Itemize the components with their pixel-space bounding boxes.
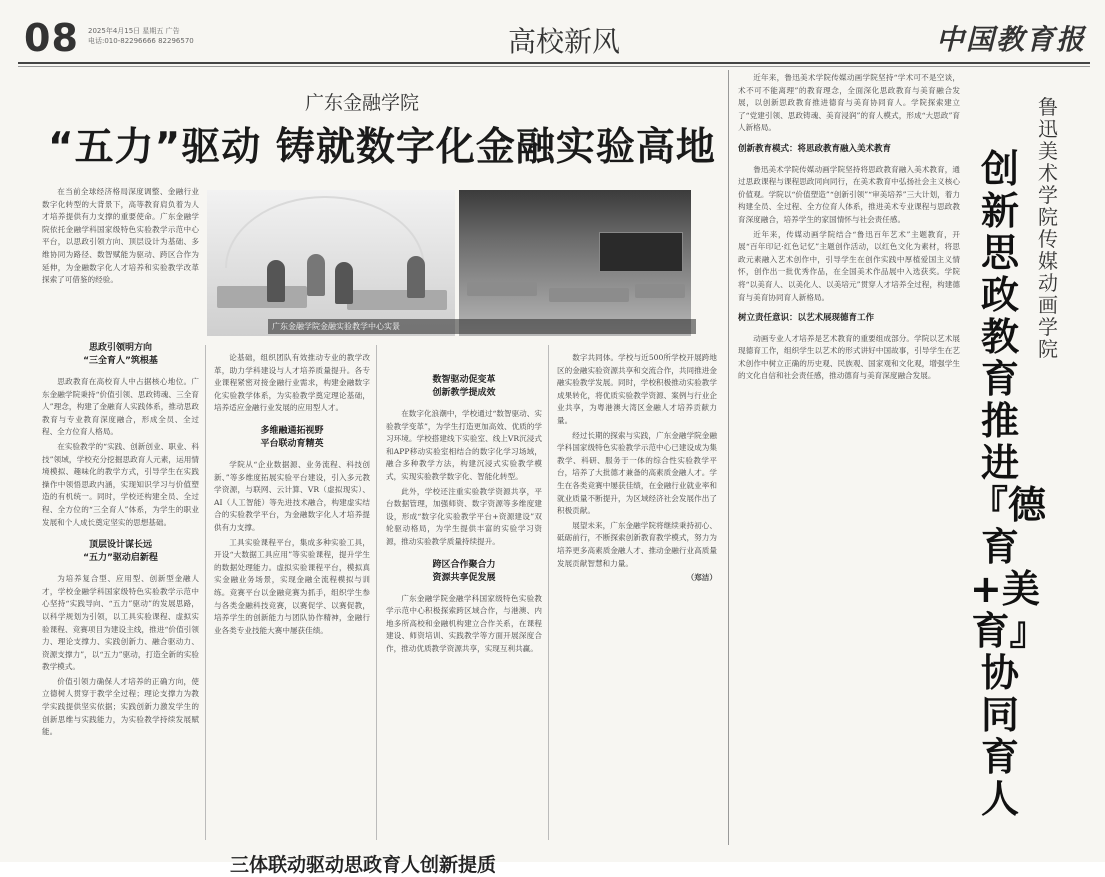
page-info xyxy=(88,26,194,46)
photo-caption: 广东金融学院金融实验教学中心实景 xyxy=(268,319,696,334)
subheading-line: 跨区合作聚合力 xyxy=(432,559,496,570)
subheading-line: 多维融通拓视野 xyxy=(260,425,324,436)
paragraph: 论基础，组织团队有效推动专业的教学改革，助力学科建设与人才培养质量提升。各专业课程紧密对接金融行业需求，构建金融数字化实验教学体系，为实验教学奠定理论基础，培养适应金融行业发展的应用型人才。 xyxy=(214,353,370,413)
subheading-line: 创新教学提成效 xyxy=(432,388,496,398)
subheading xyxy=(42,539,199,565)
subheading xyxy=(42,342,199,368)
subheading xyxy=(214,425,370,451)
article-headline: “五力”驱动 铸就数字化金融实验高地 xyxy=(48,125,716,170)
paragraph: 鲁迅美术学院传媒动画学院坚持将思政教育融入美术教育，通过思政课程与课程思政同向同行，在美术教育中弘扬社会主义核心价值观。学院以“价值塑造”“创新引领”“审美培养”三大计划，着力构建全员、全过程、全方位育人体系，推进美术专业课程与思政教育深度融合，培养学生的家国情怀与社会责任感。 xyxy=(738,164,960,224)
paragraph: 近年来，传媒动画学院结合“鲁迅百年艺术”主题教育，开展“百年印记·红色记忆”主题创作活动，以红色文化为素材，将思政元素融入艺术创作中，引导学生在创作实践中厚植爱国主义情怀，创作出一批优秀作品，在全国美术作品展中入选获奖。学院将“以美育人、以美化人、以美培元”贯穿人才培养全过程，构建德育与美育协同育人新格局。 xyxy=(738,229,960,302)
column-divider xyxy=(548,345,549,840)
paragraph: 动画专业人才培养是艺术教育的重要组成部分。学院以艺术展现德育工作，组织学生以艺术的形式讲好中国故事，引导学生在艺术创作中树立正确的历史观、民族观、国家观和文化观，增强学生的文化自信和社会责任感，推动德育与美育深度融合发展。 xyxy=(738,333,960,381)
article-kicker: 广东金融学院 xyxy=(305,92,420,114)
subheading: 树立责任意识：以艺术展现德育工作 xyxy=(738,313,875,324)
masthead-divider xyxy=(18,66,1090,67)
subheading xyxy=(386,559,542,585)
paragraph: 在当前全球经济格局深度调整、金融行业数字化转型的大背景下，高等教育肩负着为人才培养提供有力支撑的重要使命。广东金融学院依托金融学科国家级特色实验教学示范中心平台，以思政引领方向、顶层设计为基础、多维协同为路径、数智赋能为驱动、跨区合作为延伸，为金融数字化人才培养和实验教学改革探索了可借鉴的经验。 xyxy=(42,187,199,285)
bottom-article-headline: 三体联动驱动思政育人创新提质 xyxy=(230,854,497,876)
article-column-4 xyxy=(557,352,717,842)
article-column-1 xyxy=(42,332,199,842)
subheading: 创新教育模式：将思政教育融入美术教育 xyxy=(738,143,892,154)
subheading-line: 思政引领明方向 xyxy=(88,343,152,353)
photo-person xyxy=(407,256,425,298)
photo-desk xyxy=(549,288,629,302)
page-info-date: 2025年4月15日 星期五 广告 xyxy=(88,27,180,35)
article-column-2 xyxy=(214,352,370,842)
newspaper-logo: 中国教育报 xyxy=(935,23,1086,56)
photo-right-panel xyxy=(459,190,691,336)
page-info-phone: 电话:010-82296666 82296570 xyxy=(88,37,194,45)
photo-ceiling-light xyxy=(225,196,425,268)
paragraph: 数字共同体。学校与近500所学校开展跨地区的金融实验资源共享和交流合作，共同推进金融实验教学发展。同时，学校积极推动实验教学成果转化，将优质实验教学资源、案例与行业企业共享，为粤港澳大湾区金融人才培养贡献力量。 xyxy=(557,353,717,425)
section-title: 高校新风 xyxy=(508,25,621,58)
paragraph: 经过长期的探索与实践，广东金融学院金融学科国家级特色实验教学示范中心已建设成为集教学、科研、服务于一体的综合性实验教学平台，培养了大批德才兼备的高素质金融人才。学生在各类竞赛中屡获佳绩，在金融行业就业率和就业质量不断提升，为区域经济社会发展作出了积极贡献。 xyxy=(557,430,717,516)
article-photo xyxy=(207,190,691,336)
article-byline: （郑洁） xyxy=(686,573,717,583)
paragraph: 展望未来，广东金融学院将继续秉持初心、砥砺前行，不断探索创新教育教学模式，努力为培养更多高素质金融人才、推动金融行业高质量发展贡献智慧和力量。 xyxy=(557,520,717,568)
article-column-intro xyxy=(42,186,199,286)
masthead xyxy=(18,8,1090,64)
paragraph: 近年来，鲁迅美术学院传媒动画学院坚持“学术可不是空谈，术不可不能离理”的教育理念，全面深化思政教育与美育融合发展，以创新思政教育推进德育与美育协同育人。学院探索建立了“党建引领、思政铸魂、美育浸润”的育人模式，形成“大思政”育人新格局。 xyxy=(738,73,960,133)
column-divider xyxy=(205,345,206,840)
article-column-3 xyxy=(386,352,542,842)
paragraph: 为培养复合型、应用型、创新型金融人才，学校金融学科国家级特色实验教学示范中心坚持“实践导向、“五力”驱动”的发展思路，以科学规划为引领，以工具实验课程、虚拟实验课程、竞赛项目为建设主线，推进“价值引领力、理论支撑力、实践创新力、融合驱动力、资源支撑力”，以“五力”驱动，打造全新的实验教学模式。 xyxy=(42,574,199,672)
subheading-line: 平台联动育精英 xyxy=(260,438,324,449)
right-article-headline: 创新思政教育 推进『德育+美育』协同育人 xyxy=(970,147,1047,821)
column-divider xyxy=(376,345,377,840)
photo-desk xyxy=(217,286,307,308)
subheading-line: 数智驱动促变革 xyxy=(432,375,496,385)
paragraph: 思政教育在高校育人中占据核心地位。广东金融学院秉持“价值引领、思政铸魂、三全育人”理念，构建了金融育人实践体系，推动思政教育与专业教育深度融合，形成全员、全过程、全方位育人格局。 xyxy=(42,377,199,437)
paragraph: 价值引领力确保人才培养的正确方向，使立德树人贯穿于教学全过程；理论支撑力为教学实践提供坚实依据；实践创新力激发学生的创新思维与实践能力，为实验教学持续发展赋能。 xyxy=(42,676,199,737)
photo-desk xyxy=(467,282,537,296)
subheading xyxy=(386,374,542,400)
paragraph: 在实验教学的“实践、创新创业、职业、科技”领域，学校充分挖掘思政育人元素，运用情境模拟、趣味化的教学方式，引导学生在实践操作中领悟思政内涵，实现知识学习与价值塑造的有机统一。同时，学校还构建全员、全过程、全方位的“三全育人”体系，为学生的职业发展和个人成长奠定坚实的思想基础。 xyxy=(42,441,199,527)
page-number: 08 xyxy=(24,16,79,60)
photo-person xyxy=(307,254,325,296)
subheading-line: 顶层设计谋长远 xyxy=(88,540,152,551)
paragraph: 工具实验课程平台，集成多种实验工具，开设“大数据工具应用”等实验课程，提升学生的数据处理能力。虚拟实验课程平台，模拟真实金融业务场景，实现金融全流程模拟与训练。竞赛平台以金融竞赛为抓手，组织学生参与各类金融科技竞赛，以赛促学、以赛促教，培养学生的创新能力与团队协作精神，金融行业各类专业技能大赛中屡获佳绩。 xyxy=(214,537,370,635)
right-article-column xyxy=(738,72,960,852)
photo-desk xyxy=(635,284,685,298)
photo-person xyxy=(335,262,353,304)
subheading-line: “五力”驱动启新程 xyxy=(83,553,158,564)
paragraph: 学院从“企业数据源、业务流程、科技创新、”等多维度拓展实验平台建设，引入多元教学资源，与联网、云计算、VR（虚拟现实）、AI（人工智能）等先进技术融合，构建虚实结合的实验教学平台，为金融数字化人才培养提供有力支撑。 xyxy=(214,459,370,532)
paragraph: 广东金融学院金融学科国家级特色实验教学示范中心积极探索跨区域合作，与港澳、内地多所高校和金融机构建立合作关系，在课程建设、师资培训、实践教学等方面开展深度合作，推动优质教学资源共享，实现互利共赢。 xyxy=(386,593,542,653)
photo-desk xyxy=(347,290,447,310)
photo-person xyxy=(267,260,285,302)
photo-screen xyxy=(599,232,683,272)
paragraph: 在数字化浪潮中，学校通过“数智驱动、实验教学变革”，为学生打造更加高效、优质的学习环境。学校搭建线下实验室、线上VR沉浸式和APP移动实验室相结合的数字化学习场域，融合多种教学方法，构建沉浸式实验教学模式，实现实验教学数字化、智能化转型。 xyxy=(386,409,542,481)
subheading-line: “三全育人”筑根基 xyxy=(83,356,158,366)
right-article-kicker: 鲁迅美术学院传媒动画学院 xyxy=(1038,95,1058,361)
subheading-line: 资源共享促发展 xyxy=(432,572,496,583)
paragraph: 此外，学校还注重实验教学资源共享，平台数据管理，加强师资、数字资源等多维度建设，形成“数字化实验教学平台+资源建设”双轮驱动格局，为学生提供丰富的实验学习资源，推动实验教学质量持续提升。 xyxy=(386,486,542,546)
photo-left-panel xyxy=(207,190,455,336)
article-divider xyxy=(728,70,729,845)
